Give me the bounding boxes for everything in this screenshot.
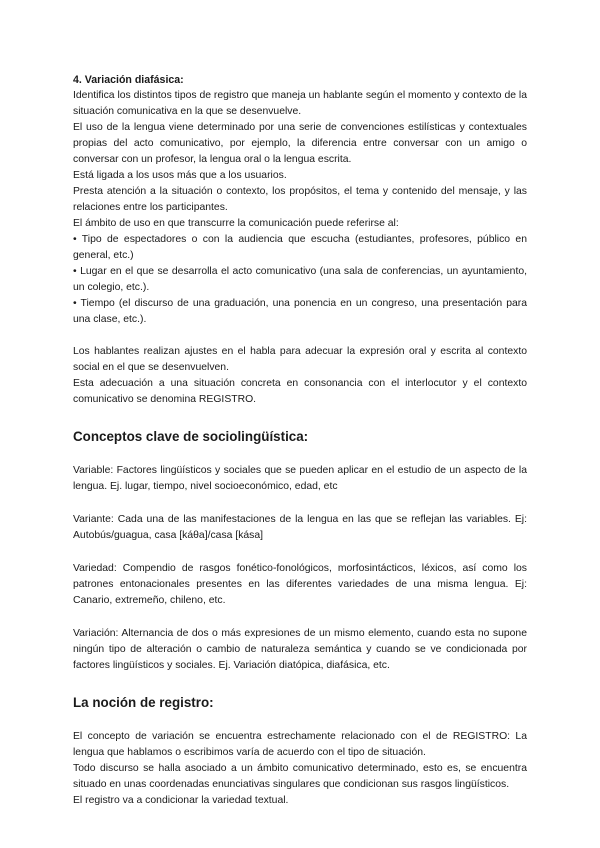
definition-variedad: Variedad: Compendio de rasgos fonético-fonológicos, morfosintácticos, léxicos, así como los patrones entonacionales presentes en las diferentes variedades de una misma lengua. Ej: Canario, extremeño, chileno, etc. (73, 563, 527, 606)
document-page (73, 72, 527, 809)
paragraph: El ámbito de uso en que transcurre la comunicación puede referirse al: (73, 218, 399, 229)
bullet-item: • Tipo de espectadores o con la audiencia que escucha (estudiantes, profesores, público en general, etc.) (73, 234, 527, 261)
paragraph: Esta adecuación a una situación concreta en consonancia con el interlocutor y el contexto comunicativo se denomina REGISTRO. (73, 378, 527, 405)
bullet-item: • Tiempo (el discurso de una graduación, una ponencia en un congreso, una presentación para una clase, etc.). (73, 298, 527, 325)
paragraph: El uso de la lengua viene determinado por una serie de convenciones estilísticas y contextuales propias del acto comunicativo, por ejemplo, la diferencia entre conversar con un amigo o conversar con un profesor, la lengua oral o la lengua escrita. (73, 122, 527, 165)
heading-nocion-registro: La noción de registro: (73, 695, 214, 710)
bullet-item: • Lugar en el que se desarrolla el acto comunicativo (una sala de conferencias, un ayuntamiento, un colegio, etc.). (73, 266, 527, 293)
paragraph: Está ligada a los usos más que a los usuarios. (73, 170, 287, 181)
section-title-variacion-diafasica: 4. Variación diafásica: (73, 74, 184, 86)
paragraph: Presta atención a la situación o contexto, los propósitos, el tema y contenido del mensaje, y las relaciones entre los participantes. (73, 186, 527, 213)
heading-conceptos-clave: Conceptos clave de sociolingüística: (73, 429, 309, 444)
paragraph: Los hablantes realizan ajustes en el habla para adecuar la expresión oral y escrita al contexto social en el que se desenvuelven. (73, 346, 527, 373)
paragraph: Identifica los distintos tipos de registro que maneja un hablante según el momento y contexto de la situación comunicativa en la que se desenvuelve. (73, 90, 528, 117)
definition-variante: Variante: Cada una de las manifestaciones de la lengua en las que se reflejan las variables. Ej: Autobús/guagua, casa [káθa]/casa [kása] (73, 514, 527, 541)
definition-variable: Variable: Factores lingüísticos y sociales que se pueden aplicar en el estudio de un aspecto de la lengua. Ej. lugar, tiempo, nivel socioeconómico, edad, etc (73, 465, 527, 492)
paragraph: El registro va a condicionar la variedad textual. (73, 795, 289, 806)
paragraph: Todo discurso se halla asociado a un ámbito comunicativo determinado, esto es, se encuentra situado en unas coordenadas enunciativas singulares que condicionan sus rasgos lingüísticos. (73, 763, 527, 790)
paragraph: El concepto de variación se encuentra estrechamente relacionado con el de REGISTRO: La lengua que hablamos o escribimos varía de acuerdo con el tipo de situación. (73, 731, 527, 758)
definition-variacion: Variación: Alternancia de dos o más expresiones de un mismo elemento, cuando esta no supone ningún tipo de alteración o cambio de naturaleza semántica y cuando se ve condicionada por factores lingüísticos y sociales. Ej. Variación diatópica, diafásica, etc. (73, 628, 527, 671)
